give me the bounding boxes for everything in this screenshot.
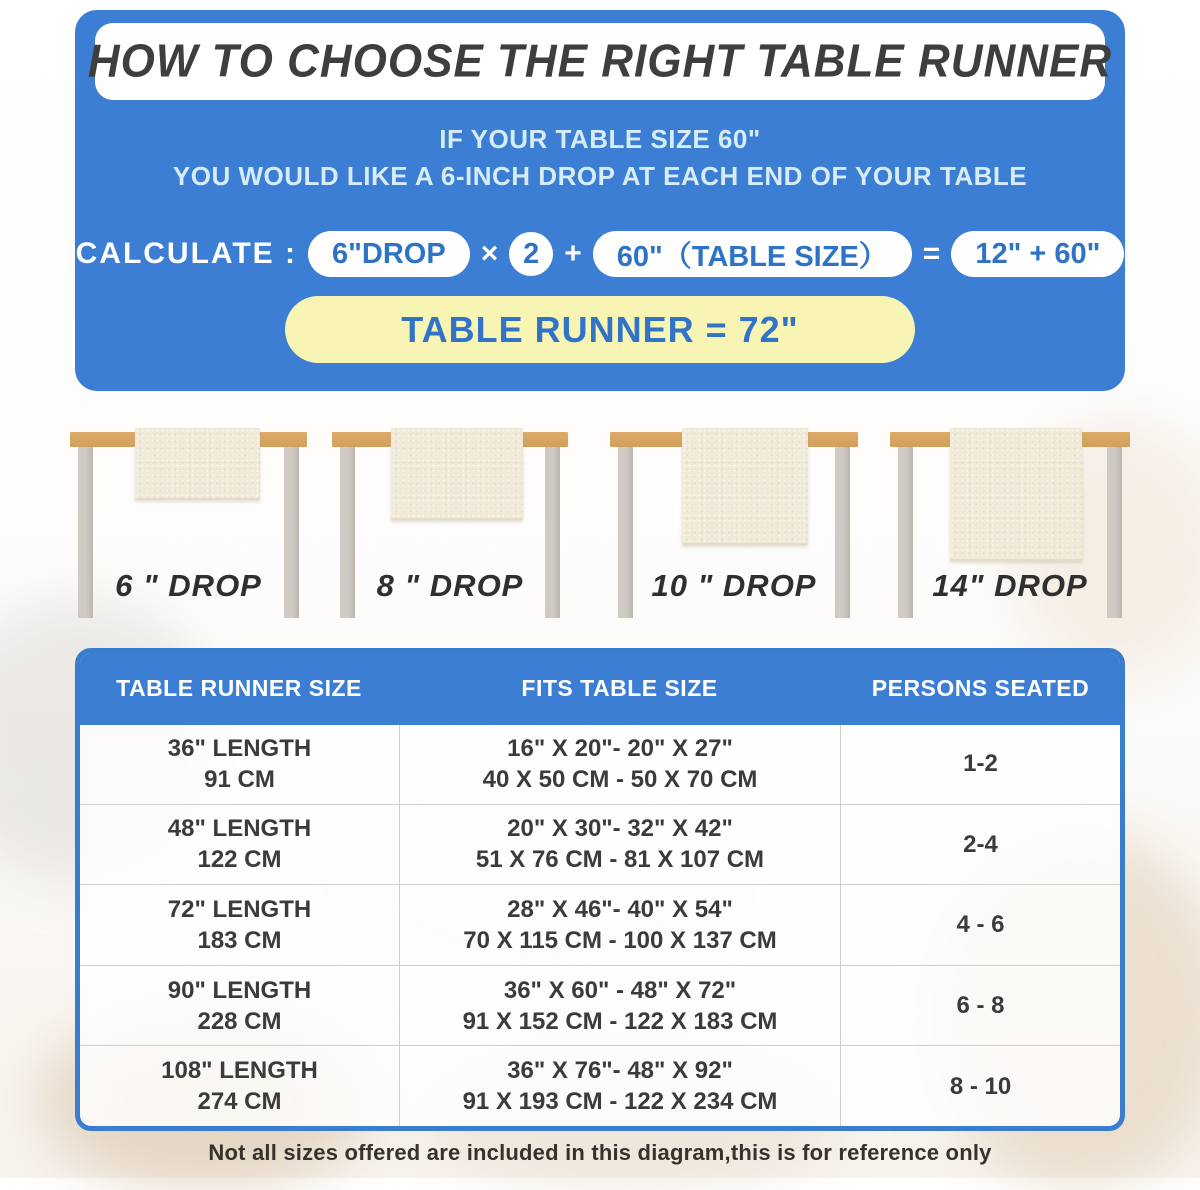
size-chart-table [75, 648, 1125, 1131]
column-header-runner-size: TABLE RUNNER SIZE [116, 675, 362, 701]
runner-size-inches: 48" LENGTH [167, 815, 312, 843]
disclaimer-note: Not all sizes offered are included in this diagram,this is for reference only [208, 1140, 992, 1165]
subtitle-line-2: YOU WOULD LIKE A 6-INCH DROP AT EACH END OF YOUR TABLE [172, 161, 1028, 191]
multiplier-pill: 2 [509, 232, 553, 276]
drop-figure-6 [70, 400, 307, 650]
fits-size-inches: 28" X 46"- 40" X 54" [507, 895, 733, 923]
fits-size-cm: 40 X 50 CM - 50 X 70 CM [482, 765, 758, 793]
drop-value-pill: 6"DROP [308, 231, 470, 277]
fits-size-cm: 91 X 152 CM - 122 X 183 CM [462, 1007, 778, 1035]
column-header-persons: PERSONS SEATED [871, 675, 1090, 701]
persons-cell [841, 885, 1120, 965]
subtitle-line-1: IF YOUR TABLE SIZE 60" [439, 124, 761, 154]
page-title: HOW TO CHOOSE THE RIGHT TABLE RUNNER [87, 35, 1113, 87]
fits-size-cm: 70 X 115 CM - 100 X 137 CM [463, 926, 777, 954]
persons-seated: 4 - 6 [956, 911, 1005, 939]
table-row [80, 724, 1120, 804]
runner-size-inches: 72" LENGTH [167, 895, 312, 923]
runner-cloth [391, 428, 523, 520]
drop-label: 6 " DROP [115, 568, 262, 603]
fits-size-inches: 36" X 76"- 48" X 92" [507, 1057, 733, 1085]
fits-size-cm: 91 X 193 CM - 122 X 234 CM [462, 1088, 778, 1116]
drop-label: 14" DROP [932, 568, 1088, 603]
table-row [80, 804, 1120, 885]
persons-seated: 8 - 10 [949, 1072, 1012, 1100]
calculation-formula [75, 231, 1125, 277]
persons-cell [841, 966, 1120, 1046]
drop-figure-8 [332, 400, 568, 650]
runner-cloth [135, 428, 260, 500]
runner-size-cell [80, 885, 400, 965]
table-row [80, 884, 1120, 965]
persons-cell [841, 1046, 1120, 1126]
table-header-row [79, 652, 1121, 725]
persons-seated: 1-2 [963, 750, 998, 778]
persons-seated: 2-4 [963, 830, 998, 858]
runner-size-inches: 108" LENGTH [161, 1057, 318, 1085]
runner-size-cell [80, 805, 400, 885]
runner-size-cm: 228 CM [197, 1007, 282, 1035]
fits-size-cell [400, 885, 841, 965]
persons-cell [841, 805, 1120, 885]
sum-pill: 12" + 60" [951, 231, 1124, 277]
table-row [80, 1045, 1120, 1126]
fits-size-cm: 51 X 76 CM - 81 X 107 CM [475, 846, 765, 874]
persons-seated: 6 - 8 [956, 992, 1005, 1020]
column-header-fits-size: FITS TABLE SIZE [521, 675, 718, 701]
runner-size-inches: 36" LENGTH [167, 734, 312, 762]
table-row [80, 965, 1120, 1046]
title-banner [87, 23, 1113, 100]
runner-size-inches: 90" LENGTH [167, 976, 312, 1004]
fits-size-cell [400, 724, 841, 804]
runner-size-cell [80, 724, 400, 804]
persons-cell [841, 724, 1120, 804]
runner-size-cell [80, 1046, 400, 1126]
fits-size-cell [400, 805, 841, 885]
multiply-operator: × [480, 237, 499, 270]
fits-size-inches: 20" X 30"- 32" X 42" [507, 815, 733, 843]
drop-figure-10 [610, 400, 858, 650]
plus-operator: + [564, 237, 582, 270]
fits-size-inches: 36" X 60" - 48" X 72" [503, 976, 737, 1004]
drop-figure-14 [890, 400, 1130, 650]
drop-label: 10 " DROP [651, 568, 817, 603]
fits-size-cell [400, 966, 841, 1046]
result-pill: TABLE RUNNER = 72" [285, 296, 915, 363]
calculate-label: CALCULATE : [75, 237, 298, 270]
header-panel [75, 10, 1125, 391]
runner-size-cm: 122 CM [197, 846, 282, 874]
fits-size-inches: 16" X 20"- 20" X 27" [507, 734, 733, 762]
runner-size-cm: 183 CM [197, 926, 282, 954]
drop-label: 8 " DROP [376, 568, 524, 603]
table-size-pill: 60"（TABLE SIZE） [593, 231, 912, 277]
runner-size-cm: 91 CM [204, 765, 275, 793]
runner-cloth [682, 428, 808, 545]
fits-size-cell [400, 1046, 841, 1126]
equals-operator: = [922, 237, 941, 270]
runner-size-cm: 274 CM [197, 1088, 282, 1116]
runner-size-cell [80, 966, 400, 1046]
runner-cloth [950, 428, 1082, 561]
